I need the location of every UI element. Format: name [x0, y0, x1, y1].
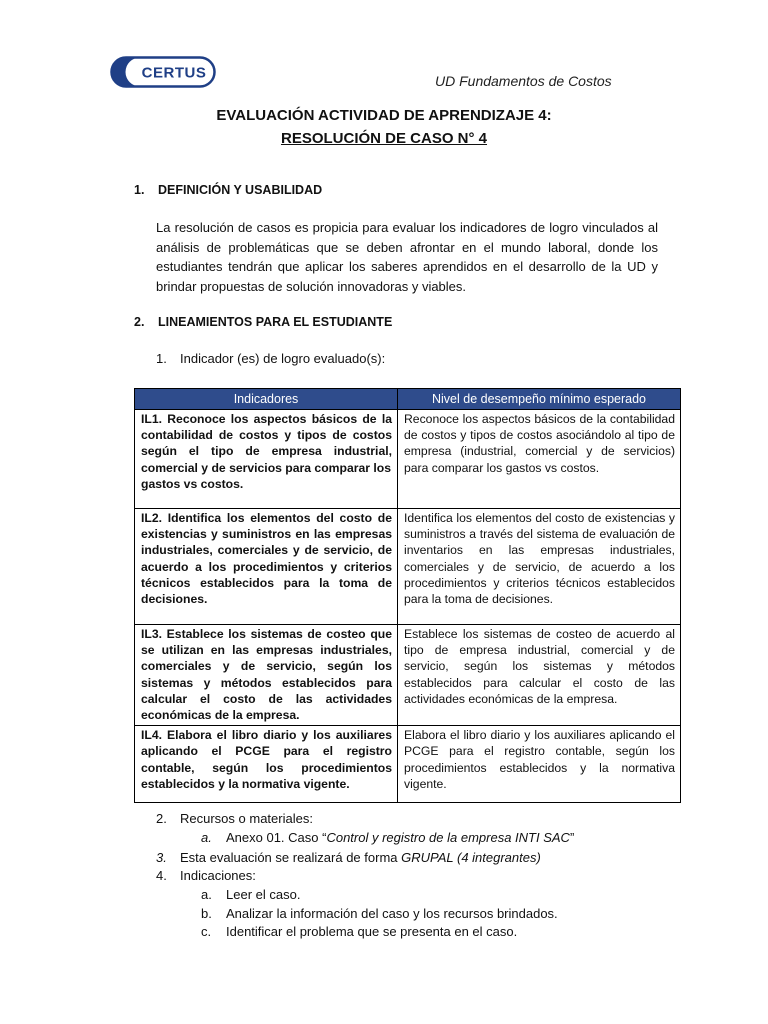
section-1-number: 1. [134, 183, 145, 197]
subitem-4-number: 4. [156, 868, 167, 883]
subitem-3-emphasis: GRUPAL (4 integrantes) [401, 850, 541, 865]
section-1-title: DEFINICIÓN Y USABILIDAD [158, 183, 323, 197]
level-cell: Elabora el libro diario y los auxiliares aplicando el PCGE para el registro contable, según los procedimientos establecidos y la normativa vigente. [398, 726, 681, 803]
table-row [135, 410, 681, 509]
subitem-3 [156, 850, 541, 865]
indicator-cell: IL4. Elabora el libro diario y los auxiliares aplicando el PCGE para el registro contable, según los procedimientos establecidos y la normativa vigente. [135, 726, 398, 803]
table-row [135, 509, 681, 625]
resource-item-a [201, 830, 574, 845]
subitem-2 [156, 811, 313, 826]
resource-item-a-prefix: Anexo 01. Caso “ [226, 830, 327, 845]
column-header-indicators: Indicadores [135, 389, 398, 410]
indicator-tail: gastos vs costos. [141, 476, 244, 491]
subitem-3-text: Esta evaluación se realizará de forma [180, 850, 402, 865]
indicator-cell [135, 410, 398, 509]
level-cell: Identifica los elementos del costo de existencias y suministros a través del sistema de evaluación de inventarios en las empresas industriales, comerciales y de servicio, de acuerdo a los procedimientos y criterios técnicos establecidos para la toma de decisiones. [398, 509, 681, 625]
section-1-heading [134, 183, 322, 197]
table-row [135, 726, 681, 803]
table-header-row [135, 389, 681, 410]
indication-marker: c. [201, 924, 212, 939]
subitem-1 [156, 351, 385, 366]
indication-text: Leer el caso. [226, 887, 301, 902]
indication-text: Identificar el problema que se presenta en el caso. [226, 924, 518, 939]
certus-logo [110, 56, 216, 88]
resource-item-a-marker: a. [201, 830, 212, 845]
subitem-2-number: 2. [156, 811, 167, 826]
column-header-level: Nivel de desempeño mínimo esperado [398, 389, 681, 410]
table-row [135, 625, 681, 726]
resource-item-a-suffix: ” [569, 830, 575, 845]
list-item [201, 906, 558, 921]
subitem-1-text: Indicador (es) de logro evaluado(s): [180, 351, 386, 366]
subitem-3-number: 3. [156, 850, 167, 865]
resource-item-a-title: Control y registro de la empresa INTI SAC [326, 830, 570, 845]
section-1-paragraph: La resolución de casos es propicia para evaluar los indicadores de logro vinculados al análisis de problemáticas que se deben afrontar en el mundo laboral, donde los estudiantes tendrán que aplicar los saberes aprendidos en el desarrollo de la UD y brindar propuestas de solución innovadoras y viables. [156, 220, 658, 294]
subitem-1-number: 1. [156, 351, 167, 366]
list-item [201, 924, 517, 939]
indicator-text: IL1. Reconoce los aspectos básicos de la contabilidad de costos y tipos de costos según el tipo de empresa industrial, comercial y de servicios para comparar los [141, 412, 392, 475]
level-cell: Establece los sistemas de costeo de acuerdo al tipo de empresa industrial, comercial y de servicio, según los sistemas y métodos establecidos para calcular el costo de las actividades económicas de la empresa. [398, 625, 681, 726]
section-2-title: LINEAMIENTOS PARA EL ESTUDIANTE [158, 315, 393, 329]
indication-marker: a. [201, 887, 212, 902]
section-2-number: 2. [134, 315, 145, 329]
course-name: UD Fundamentos de Costos [435, 73, 612, 89]
indicator-cell: IL3. Establece los sistemas de costeo que se utilizan en las empresas industriales, comerciales y de servicio, según los sistemas y métodos establecidos para calcular el costo de las actividades económicas de la empresa. [135, 625, 398, 726]
document-subtitle: RESOLUCIÓN DE CASO N° 4 [280, 130, 488, 147]
indication-marker: b. [201, 906, 212, 921]
subitem-4 [156, 868, 256, 883]
indication-text: Analizar la información del caso y los recursos brindados. [226, 906, 558, 921]
level-cell: Reconoce los aspectos básicos de la contabilidad de costos y tipos de costos asociándolo al tipo de empresa (industrial, comercial y de servicios) para comparar los gastos vs costos. [398, 410, 681, 509]
subitem-2-text: Recursos o materiales: [180, 811, 313, 826]
section-2-heading [134, 315, 392, 329]
indicator-cell: IL2. Identifica los elementos del costo de existencias y suministros en las empresas industriales, comerciales y de servicio, de acuerdo a los procedimientos y criterios técnicos establecidos para la toma de decisiones. [135, 509, 398, 625]
subitem-4-text: Indicaciones: [180, 868, 256, 883]
logo-text: CERTUS [141, 64, 207, 82]
document-title: EVALUACIÓN ACTIVIDAD DE APRENDIZAJE 4: [216, 107, 552, 124]
list-item [201, 887, 300, 902]
indicators-table [134, 388, 681, 803]
